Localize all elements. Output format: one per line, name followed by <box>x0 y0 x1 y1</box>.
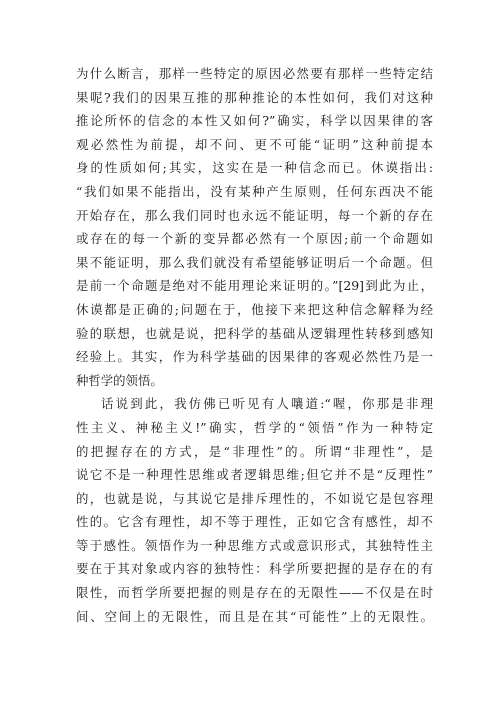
text-line: 身的性质如何;其实，这实在是一种信念而已。休谟指出: <box>76 160 433 176</box>
text-line: 等于感性。领悟作为一种思维方式或意识形式，其独特性主 <box>76 537 433 553</box>
text-line: 的把握存在的方式，是“非理性”的。所谓“非理性”，是 <box>76 443 433 459</box>
text-line: 性主义、神秘主义!”确实，哲学的“领悟”作为一种特定 <box>76 419 433 435</box>
text-line: 话说到此，我仿佛已听见有人嚷道:“喔，你那是非理 <box>101 396 433 412</box>
text-line: 推论所怀的信念的本性又如何?”确实，科学以因果律的客 <box>76 113 433 129</box>
text-line: 休谟都是正确的;问题在于，他接下来把这种信念解释为经 <box>76 301 433 317</box>
text-line: 的，也就是说，与其说它是排斥理性的，不如说它是包容理 <box>76 490 433 506</box>
text-line: 是前一个命题是绝对不能用理论来证明的。”[29]到此为止， <box>76 278 433 294</box>
text-line: 性的。它含有理性，却不等于理性，正如它含有感性，却不 <box>76 514 433 530</box>
text-line: 为什么断言，那样一些特定的原因必然要有那样一些特定结 <box>76 66 433 81</box>
paragraph-2 <box>76 392 433 628</box>
text-line: 间、空间上的无限性，而且是在其“可能性”上的无限性。 <box>76 608 433 624</box>
text-line: 果呢?我们的因果互推的那种推论的本性如何，我们对这种 <box>76 89 433 105</box>
text-line: 开始存在，那么我们同时也永远不能证明，每一个新的存在 <box>76 207 433 223</box>
text-line: 验的联想，也就是说，把科学的基础从逻辑理性转移到感知 <box>76 325 433 341</box>
text-line: 限性，而哲学所要把握的则是存在的无限性——不仅是在时 <box>76 585 433 601</box>
text-line: 经验上。其实，作为科学基础的因果律的客观必然性乃是一 <box>76 349 433 365</box>
body-text <box>76 62 433 628</box>
text-line: 种哲学的领悟。 <box>76 372 163 388</box>
text-line: 果不能证明，那么我们就没有希望能够证明后一个命题。但 <box>76 254 433 270</box>
text-line: “我们如果不能指出，没有某种产生原则，任何东西决不能 <box>76 183 433 199</box>
text-line: 说它不是一种理性思维或者逻辑思维;但它并不是“反理性” <box>76 467 433 483</box>
text-line: 或存在的每一个新的变异都必然有一个原因;前一个命题如 <box>76 231 433 247</box>
text-line: 要在于其对象或内容的独特性：科学所要把握的是存在的有 <box>76 561 433 577</box>
text-line: 观必然性为前提，却不问、更不可能“证明”这种前提本 <box>76 136 433 152</box>
paragraph-1 <box>76 62 433 392</box>
